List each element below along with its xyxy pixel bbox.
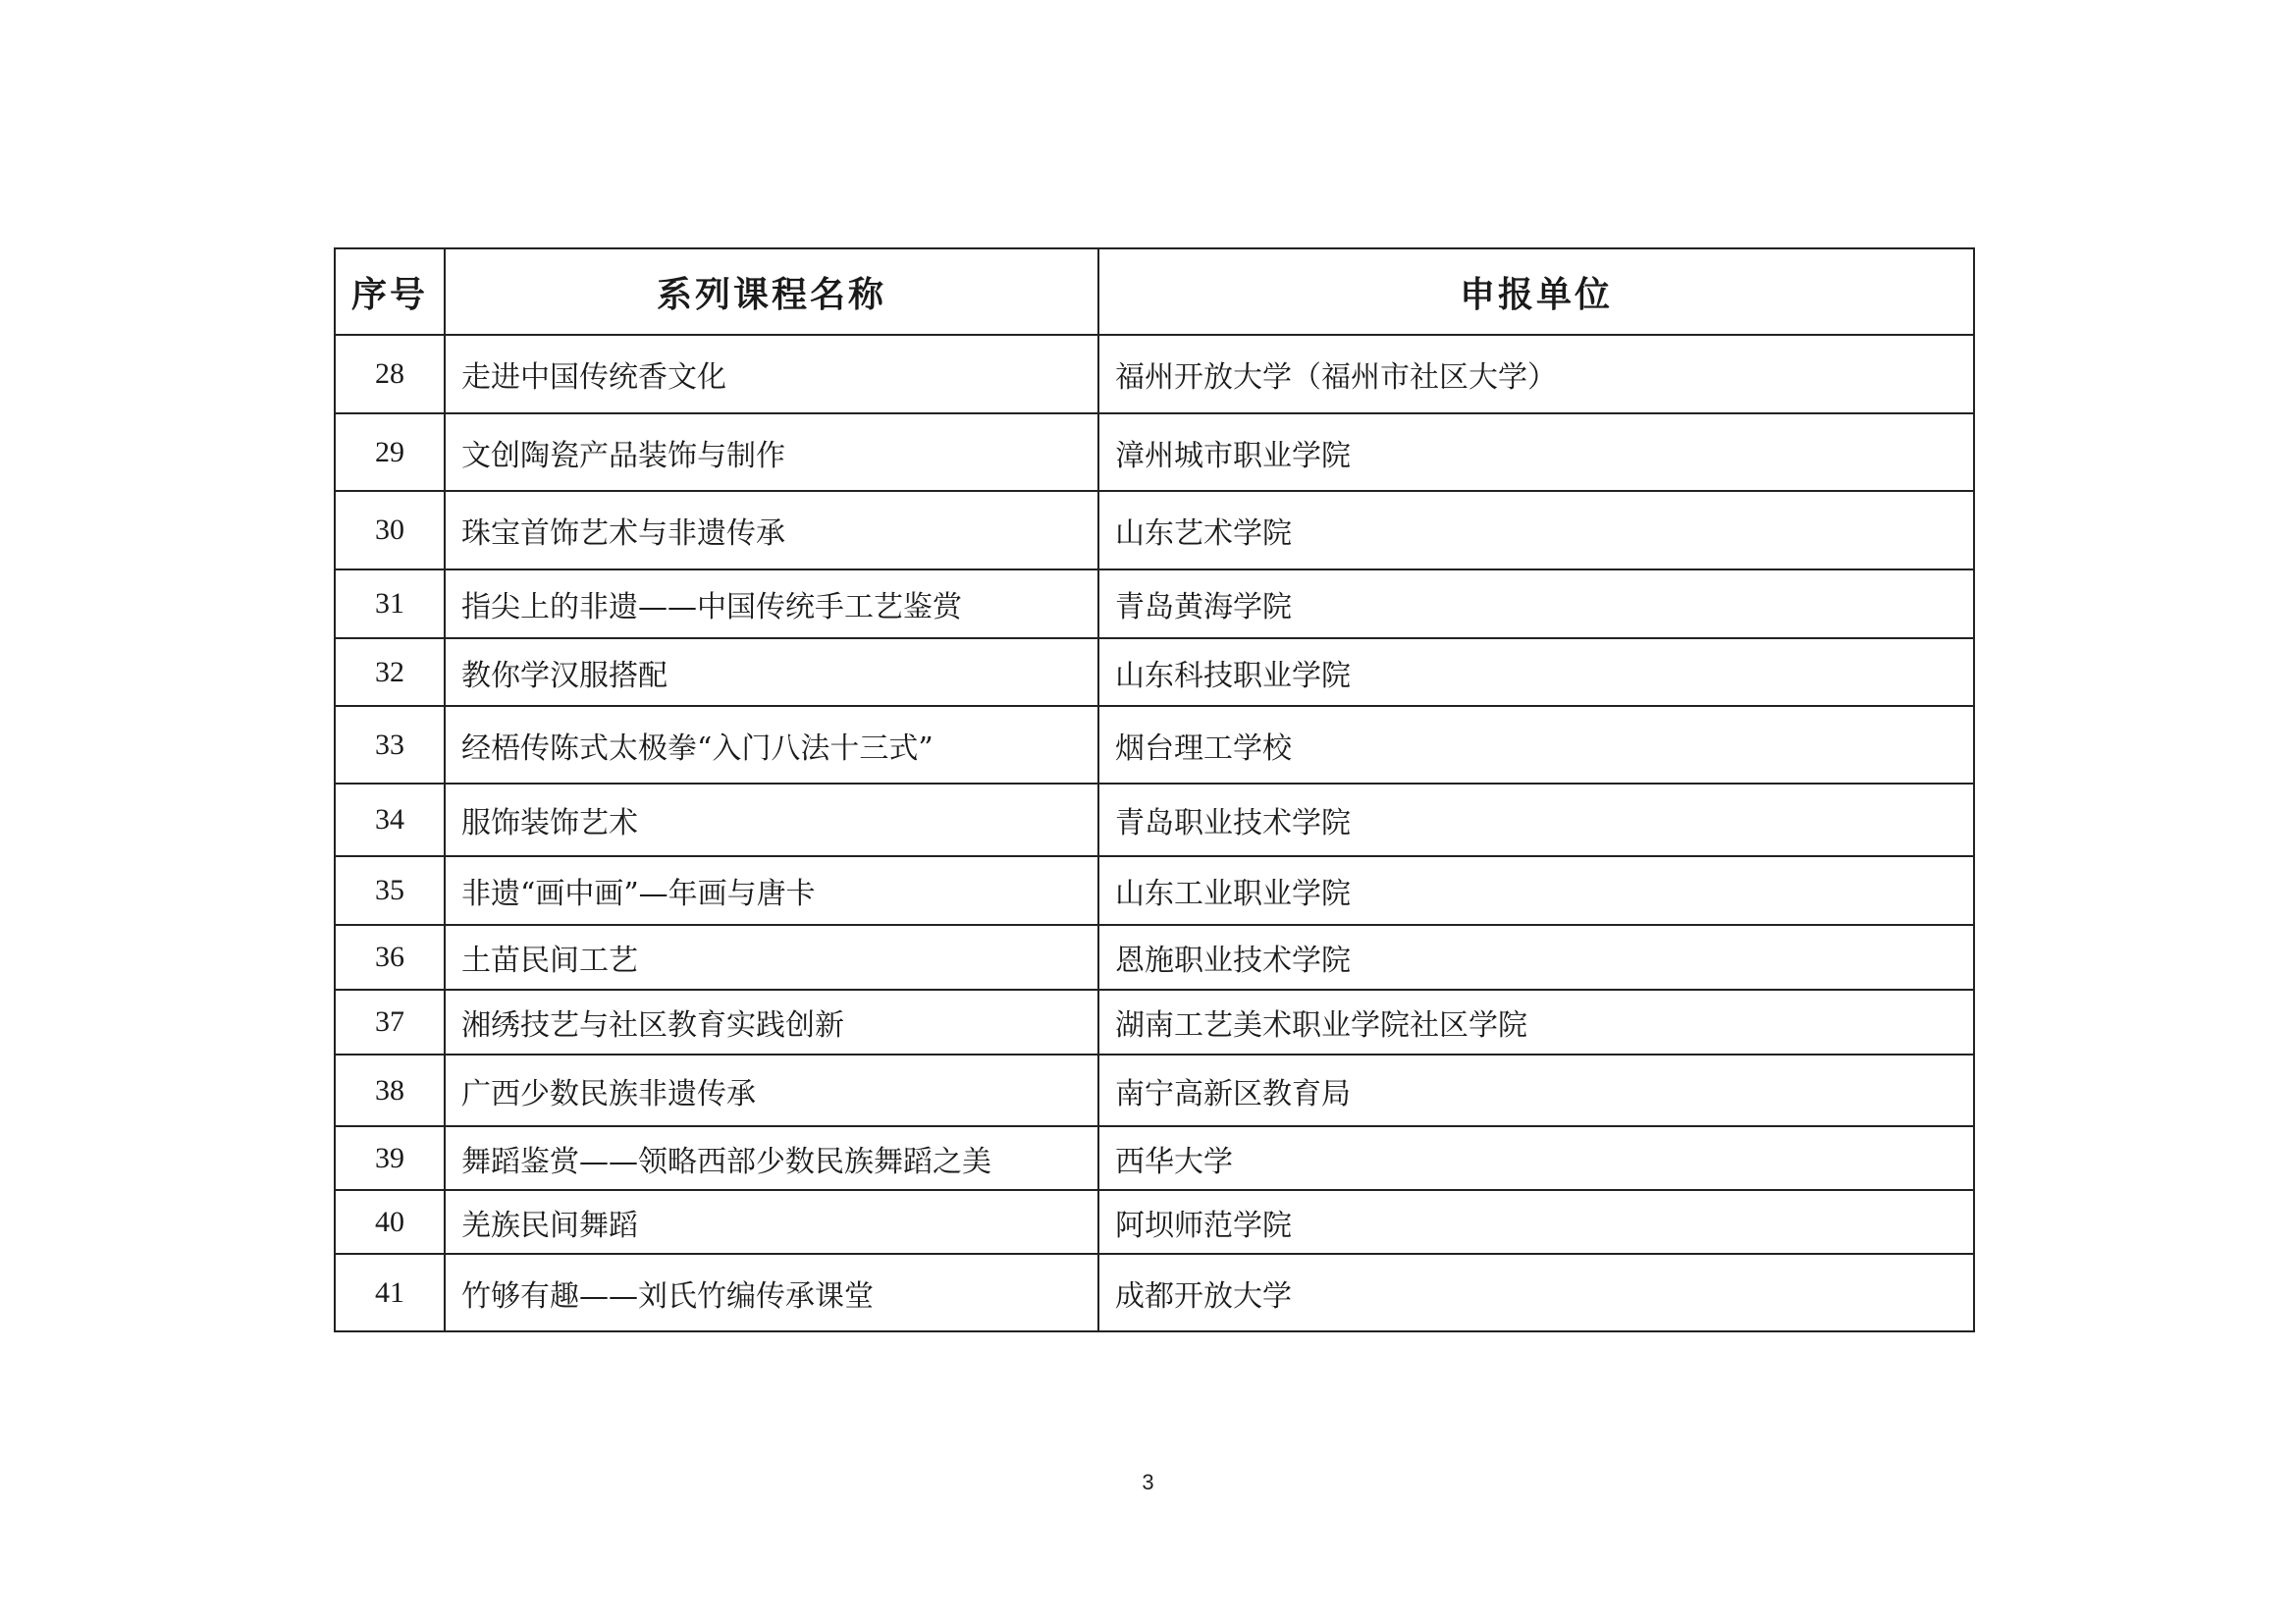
table-body (335, 335, 1974, 1331)
applicant-unit: 南宁高新区教育局 (1098, 1055, 1974, 1126)
course-name: 指尖上的非遗——中国传统手工艺鉴赏 (445, 569, 1098, 638)
applicant-unit: 恩施职业技术学院 (1098, 925, 1974, 990)
row-number: 38 (335, 1055, 445, 1126)
course-name: 走进中国传统香文化 (445, 335, 1098, 413)
table-row (335, 413, 1974, 491)
table-row (335, 569, 1974, 638)
table-row (335, 1190, 1974, 1254)
row-number: 33 (335, 706, 445, 784)
table-row (335, 706, 1974, 784)
course-name: 经梧传陈式太极拳“入门八法十三式” (445, 706, 1098, 784)
row-number: 35 (335, 856, 445, 925)
applicant-unit: 成都开放大学 (1098, 1254, 1974, 1331)
applicant-unit: 山东工业职业学院 (1098, 856, 1974, 925)
table-row (335, 491, 1974, 569)
table-row (335, 638, 1974, 706)
applicant-unit: 山东科技职业学院 (1098, 638, 1974, 706)
course-name: 羌族民间舞蹈 (445, 1190, 1098, 1254)
header-applicant-unit: 申报单位 (1098, 248, 1974, 335)
row-number: 31 (335, 569, 445, 638)
row-number: 40 (335, 1190, 445, 1254)
row-number: 29 (335, 413, 445, 491)
table-row (335, 925, 1974, 990)
course-name: 非遗“画中画”—年画与唐卡 (445, 856, 1098, 925)
row-number: 37 (335, 990, 445, 1055)
course-name: 广西少数民族非遗传承 (445, 1055, 1098, 1126)
table-row (335, 856, 1974, 925)
applicant-unit: 青岛职业技术学院 (1098, 784, 1974, 856)
table-row (335, 1254, 1974, 1331)
table-row (335, 1126, 1974, 1190)
table-row (335, 784, 1974, 856)
applicant-unit: 山东艺术学院 (1098, 491, 1974, 569)
applicant-unit: 烟台理工学校 (1098, 706, 1974, 784)
row-number: 36 (335, 925, 445, 990)
course-name: 珠宝首饰艺术与非遗传承 (445, 491, 1098, 569)
course-name: 竹够有趣——刘氏竹编传承课堂 (445, 1254, 1098, 1331)
row-number: 39 (335, 1126, 445, 1190)
table-row (335, 990, 1974, 1055)
applicant-unit: 西华大学 (1098, 1126, 1974, 1190)
applicant-unit: 漳州城市职业学院 (1098, 413, 1974, 491)
page-number: 3 (1142, 1470, 1154, 1494)
applicant-unit: 阿坝师范学院 (1098, 1190, 1974, 1254)
row-number: 32 (335, 638, 445, 706)
table-row (335, 335, 1974, 413)
header-serial-number: 序号 (335, 248, 445, 335)
row-number: 28 (335, 335, 445, 413)
row-number: 34 (335, 784, 445, 856)
row-number: 30 (335, 491, 445, 569)
course-name: 文创陶瓷产品装饰与制作 (445, 413, 1098, 491)
course-name: 舞蹈鉴赏——领略西部少数民族舞蹈之美 (445, 1126, 1098, 1190)
row-number: 41 (335, 1254, 445, 1331)
table-header-row (335, 248, 1974, 335)
course-table (334, 247, 1975, 1332)
course-name: 湘绣技艺与社区教育实践创新 (445, 990, 1098, 1055)
header-course-name: 系列课程名称 (445, 248, 1098, 335)
course-name: 土苗民间工艺 (445, 925, 1098, 990)
table-row (335, 1055, 1974, 1126)
applicant-unit: 福州开放大学（福州市社区大学） (1098, 335, 1974, 413)
applicant-unit: 青岛黄海学院 (1098, 569, 1974, 638)
course-name: 服饰装饰艺术 (445, 784, 1098, 856)
applicant-unit: 湖南工艺美术职业学院社区学院 (1098, 990, 1974, 1055)
course-name: 教你学汉服搭配 (445, 638, 1098, 706)
